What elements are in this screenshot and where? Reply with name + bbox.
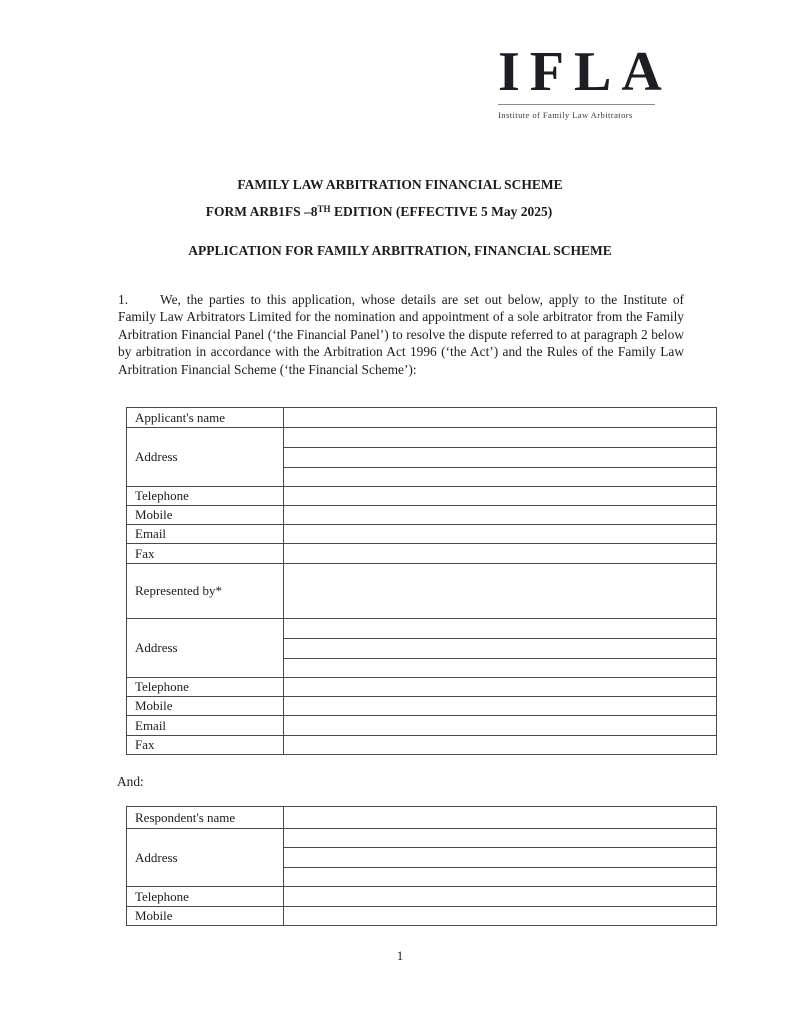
form-edition-title — [0, 204, 779, 220]
table-row — [127, 428, 717, 448]
table-row — [127, 907, 717, 926]
table-row — [127, 544, 717, 564]
ifla-logo — [498, 41, 672, 120]
applicant-mobile-field[interactable] — [284, 506, 717, 525]
form-edition-pre: FORM ARB1FS –8 — [205, 204, 318, 219]
and-label: And: — [117, 774, 144, 789]
paragraph-number: 1. — [118, 292, 129, 307]
form-edition-superscript: TH — [317, 204, 331, 214]
table-row — [127, 807, 717, 829]
representative-mobile-label: Mobile — [127, 697, 284, 716]
representative-fax-field[interactable] — [284, 736, 717, 755]
applicant-fax-field[interactable] — [284, 544, 717, 564]
respondent-name-field[interactable] — [284, 807, 717, 829]
applicant-address-line-1-field[interactable] — [284, 428, 717, 448]
paragraph-1 — [118, 291, 684, 378]
table-row — [127, 408, 717, 428]
representative-fax-label: Fax — [127, 736, 284, 755]
applicant-name-label: Applicant's name — [127, 408, 284, 428]
respondent-address-line-3-field[interactable] — [284, 868, 717, 887]
table-row — [127, 506, 717, 525]
table-row — [127, 564, 717, 619]
table-row — [127, 619, 717, 639]
representative-mobile-field[interactable] — [284, 697, 717, 716]
respondent-details-table — [126, 806, 717, 926]
ifla-logo-text: IFLA — [498, 41, 672, 103]
logo-tagline: Institute of Family Law Arbitrators — [498, 110, 633, 120]
respondent-address-label: Address — [127, 829, 284, 887]
applicant-represented-by-label: Represented by* — [127, 564, 284, 619]
representative-address-label: Address — [127, 619, 284, 678]
applicant-address-line-3-field[interactable] — [284, 468, 717, 487]
page-number: 1 — [396, 948, 404, 963]
applicant-name-field[interactable] — [284, 408, 717, 428]
applicant-represented-by-field[interactable] — [284, 564, 717, 619]
representative-email-field[interactable] — [284, 716, 717, 736]
applicant-email-label: Email — [127, 525, 284, 544]
applicant-address-label: Address — [127, 428, 284, 487]
respondent-address-line-1-field[interactable] — [284, 829, 717, 848]
applicant-telephone-field[interactable] — [284, 487, 717, 506]
representative-address-line-1-field[interactable] — [284, 619, 717, 639]
respondent-name-label: Respondent's name — [127, 807, 284, 829]
logo-divider — [498, 104, 655, 105]
table-row — [127, 736, 717, 755]
respondent-telephone-field[interactable] — [284, 887, 717, 907]
representative-email-label: Email — [127, 716, 284, 736]
table-row — [127, 716, 717, 736]
respondent-telephone-label: Telephone — [127, 887, 284, 907]
representative-address-line-3-field[interactable] — [284, 659, 717, 678]
applicant-address-line-2-field[interactable] — [284, 448, 717, 468]
application-title: APPLICATION FOR FAMILY ARBITRATION, FINANCIAL SCHEME — [188, 243, 612, 258]
table-row — [127, 887, 717, 907]
form-edition-post: EDITION (EFFECTIVE 5 May 2025) — [330, 204, 553, 219]
applicant-details-table — [126, 407, 717, 755]
table-row — [127, 525, 717, 544]
table-row — [127, 487, 717, 506]
table-row — [127, 697, 717, 716]
respondent-mobile-label: Mobile — [127, 907, 284, 926]
applicant-email-field[interactable] — [284, 525, 717, 544]
applicant-telephone-label: Telephone — [127, 487, 284, 506]
applicant-mobile-label: Mobile — [127, 506, 284, 525]
applicant-fax-label: Fax — [127, 544, 284, 564]
representative-telephone-field[interactable] — [284, 678, 717, 697]
representative-address-line-2-field[interactable] — [284, 639, 717, 659]
paragraph-text: We, the parties to this application, whose details are set out below, apply to the Institute of Family Law Arbitrators Limited for the nomination and appointment of a sole arbitrator from the Family Arbitration Financial Panel (‘the Financial Panel’) to resolve the dispute referred to at paragraph 2 below by arbitration in accordance with the Arbitration Act 1996 (‘the Act’) and the Rules of the Family Law Arbitration Financial Scheme (‘the Financial Scheme’): — [118, 292, 684, 377]
respondent-address-line-2-field[interactable] — [284, 848, 717, 868]
representative-telephone-label: Telephone — [127, 678, 284, 697]
table-row — [127, 678, 717, 697]
respondent-mobile-field[interactable] — [284, 907, 717, 926]
table-row — [127, 829, 717, 848]
scheme-title: FAMILY LAW ARBITRATION FINANCIAL SCHEME — [237, 177, 563, 192]
